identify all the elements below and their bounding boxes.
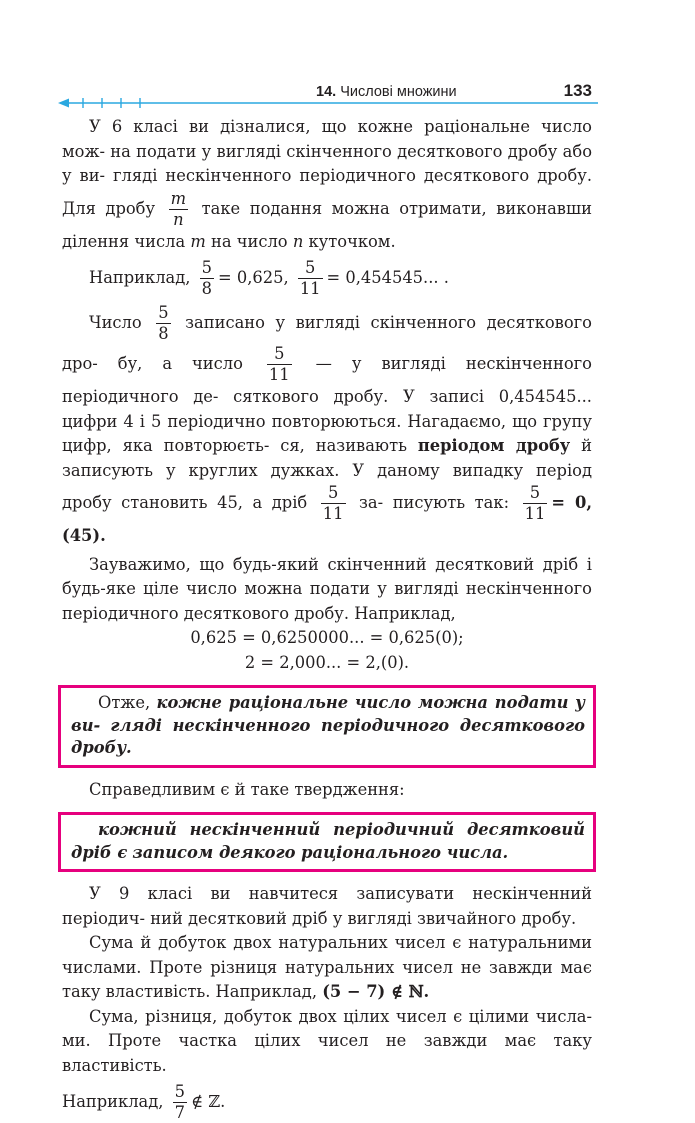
paragraph-natural: Сума й добуток двох натуральних чисел є натуральними числами. Проте різниця натуральних чисел не завжди має таку властивість. Наприклад, (5 − 7) ∉ ℕ. bbox=[62, 933, 592, 1001]
fraction-5-8: $\frac{5}{8}$ bbox=[201, 258, 213, 298]
header-rule bbox=[58, 96, 598, 110]
rule-box-1: Отже, кожне раціональне число можна подати у ви- гляді нескінченного періодичного десяткового дробу. bbox=[58, 685, 596, 768]
page-number: 133 bbox=[563, 81, 592, 100]
example-integers: Наприклад, $\frac{5}{7}$ ∉ ℤ. bbox=[62, 1082, 226, 1122]
example-line: Наприклад, $\frac{5}{8}$ = 0,625, $\frac{5}{11}$ = 0,454545... . bbox=[89, 258, 449, 298]
paragraph-period: Число $\frac{5}{8}$ записано у вигляді скінченного десяткового дро- бу, а число $\frac{5}{11}$ — у вигляді нескінченного періодичного де- сяткового дробу. У записі 0,454545... цифри 4 і 5 періодично повторюються. Нагадаємо, що групу цифр, яка повторюєть- ся, називають періодом дробу й записують у круглих дужках. У даному випадку період дробу становить 45, а дріб $\frac{5}{11}$ за- писують так: $\frac{5}{11}$ = 0,(45). bbox=[62, 303, 593, 545]
term-period: періодом дробу bbox=[417, 436, 571, 455]
paragraph-remark: Зауважимо, що будь-який скінченний десятковий дріб і будь-яке ціле число можна подати у вигляді нескінченного періодичного десяткового дробу. Наприклад, bbox=[62, 554, 592, 623]
equation-1: 0,625 = 0,6250000... = 0,625(0); bbox=[190, 628, 464, 647]
paragraph-integers: Сума, різниця, добуток двох цілих чисел є цілими числа- ми. Проте частка цілих чисел не завжди має таку властивість. bbox=[62, 1006, 592, 1075]
paragraph-statement: Справедливим є й таке твердження: bbox=[89, 779, 405, 799]
arrow-left-icon bbox=[58, 99, 69, 108]
fraction-m-n: $\frac{m}{n}$ bbox=[170, 188, 187, 229]
page-header bbox=[58, 78, 598, 112]
rule-box-2: кожний нескінченний періодичний десятковий дріб є записом деякого раціонального числа. bbox=[58, 812, 596, 872]
section-title: Числові множини bbox=[340, 84, 457, 100]
equation-2: 2 = 2,000... = 2,(0). bbox=[244, 652, 410, 672]
paragraph-grade9: У 9 класі ви навчитеся записувати нескінченний періодич- ний десятковий дріб у вигляді звичайного дробу. bbox=[62, 884, 592, 928]
fraction-5-11: $\frac{5}{11}$ bbox=[299, 258, 321, 298]
page-content bbox=[62, 115, 592, 1123]
paragraph-intro: У 6 класі ви дізналися, що кожне раціональне число мож- на подати у вигляді скінченного десяткового дробу або у ви- гляді нескінченного періодичного десяткового дробу. Для дробу $\frac{m}{n}$ таке подання можна отримати, виконавши ділення числа m на число n куточком. bbox=[62, 117, 592, 251]
fraction-5-7: $\frac{5}{7}$ bbox=[174, 1082, 186, 1122]
section-number: 14. bbox=[316, 84, 337, 100]
